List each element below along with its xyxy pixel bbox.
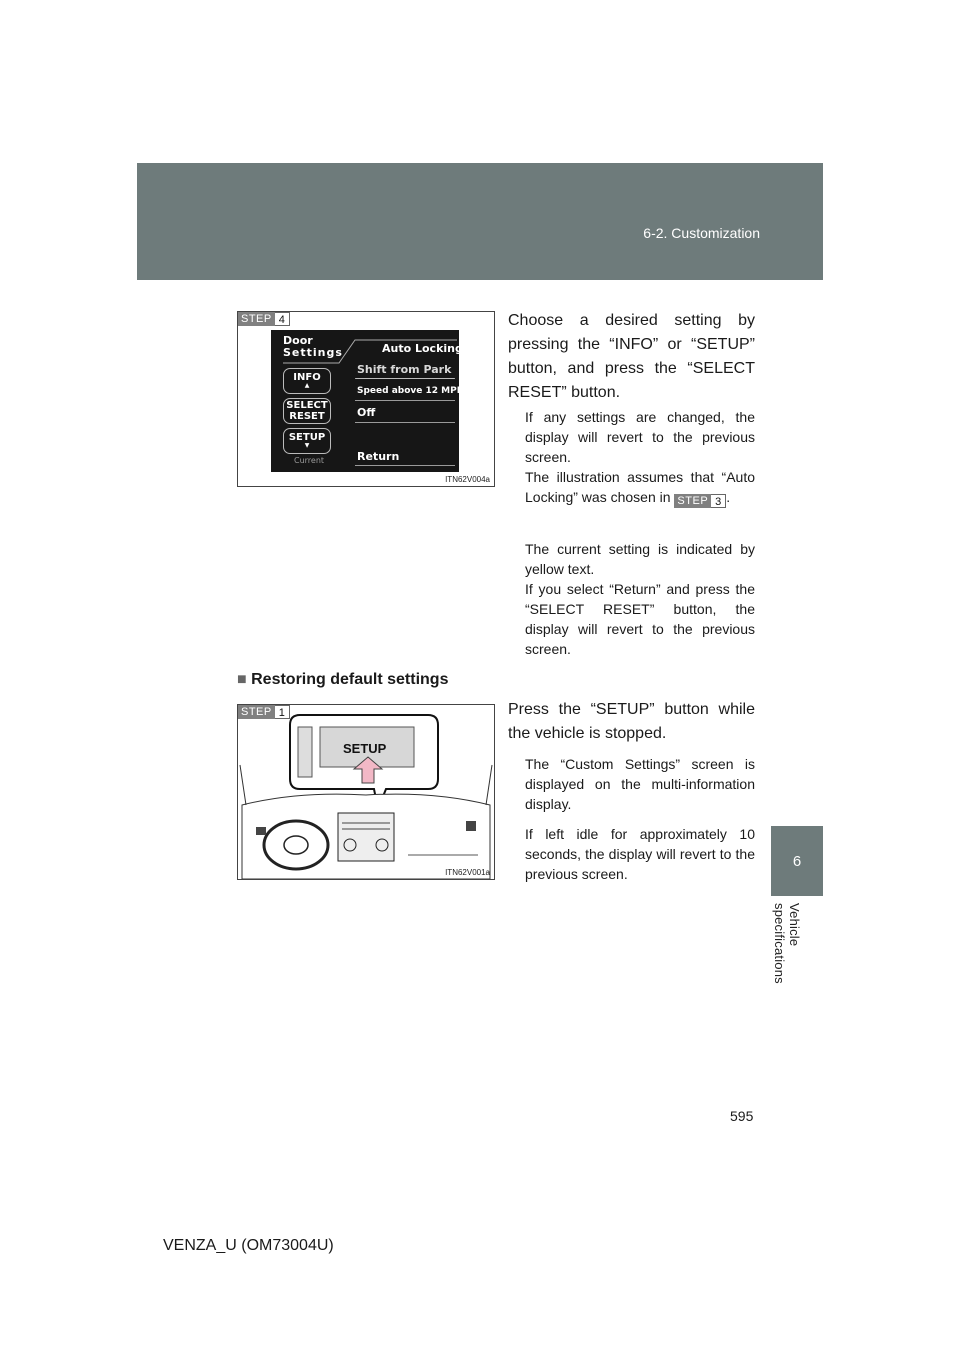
note-illustration: The illustration assumes that “Auto Locking” was chosen in STEP 3 . [525, 469, 755, 508]
note-revert: If any settings are changed, the display will revert to the previous screen. [525, 409, 755, 465]
chapter-label: Vehicle specifications [772, 903, 802, 984]
figure-code: ITN62V001a [445, 868, 490, 877]
down-arrow-icon: ▼ [304, 442, 310, 449]
note-yellow-text: The current setting is indicated by yellow text. [525, 541, 755, 577]
setup-button: SETUP ▼ [283, 428, 331, 454]
step-badge: STEP 1 [238, 705, 290, 719]
section-label: 6-2. Customization [643, 225, 760, 241]
screen-title-2: Settings [283, 346, 343, 359]
step-reference: STEP 3 [674, 494, 726, 508]
screen-title: Door [283, 334, 313, 347]
up-arrow-icon: ▲ [304, 382, 310, 389]
chapter-number: 6 [792, 852, 802, 870]
page-number: 595 [730, 1108, 754, 1124]
instruction-step1: Press the “SETUP” button while the vehicle is stopped. [508, 701, 755, 742]
note-idle: If left idle for approximately 10 seconds, the display will revert to the previous screen. [525, 826, 755, 882]
figure-code: ITN62V004a [445, 475, 490, 484]
setup-button-label: SETUP [343, 741, 387, 756]
dashboard-illustration [238, 705, 494, 879]
option-return: Return [357, 450, 400, 463]
header-band [137, 163, 823, 280]
option-shift-from-park: Shift from Park [357, 363, 452, 376]
select-reset-button: SELECT RESET [283, 398, 331, 424]
instruction-step4: Choose a desired setting by pressing the “INFO” or “SETUP” button, and press the “SELECT RESET” button. [508, 312, 755, 401]
chapter-tab [771, 826, 823, 896]
option-off: Off [357, 406, 376, 419]
section-heading: ■ Restoring default settings [237, 671, 449, 688]
current-label: Current [294, 456, 325, 465]
step-badge: STEP 4 [238, 312, 290, 326]
document-code: VENZA_U (OM73004U) [163, 1237, 334, 1254]
door-settings-figure [237, 311, 495, 487]
screen-heading: Auto Locking [382, 342, 463, 355]
option-speed: Speed above 12 MPH [357, 386, 465, 396]
multi-info-display [271, 330, 465, 472]
note-return: If you select “Return” and press the “SELECT RESET” button, the display will revert to the previous screen. [525, 581, 755, 657]
note-custom-settings: The “Custom Settings” screen is displayed on the multi-information display. [525, 756, 755, 812]
info-button: INFO ▲ [283, 368, 331, 394]
dashboard-figure [237, 704, 495, 880]
